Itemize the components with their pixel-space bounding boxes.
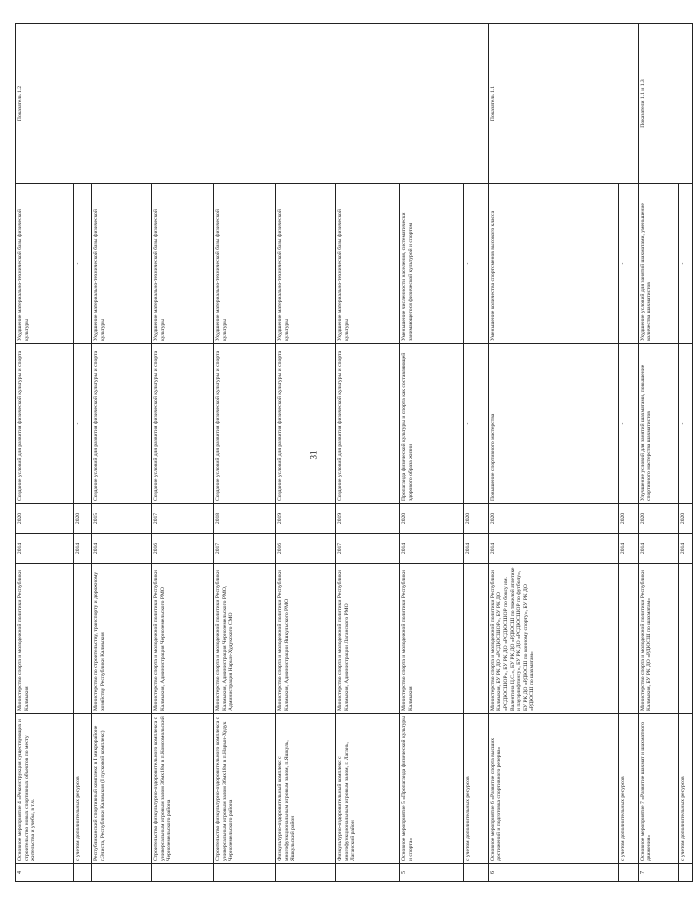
- indicator-cell: Показатель 1.1: [488, 24, 638, 184]
- start-year-cell: 2017: [214, 534, 276, 564]
- indicator-cell: Показатель 1.2: [16, 24, 489, 184]
- executor-cell: Министерство спорта и молодежной политики Республики Калмыкия, БУ РК ДО «РСДЮСШОР», БУ РК ДО «РСДЮСШОР», БУ РК ДО «РСДЮСШОР по боксу им. Валентина Ц.С.», БУ РК ДО «РДЮСШ по тяжелой атлетике и пауэрлифтингу», БУ РК ДО «РСДЮСШОР по футболу», БУ РК ДО «РДЮСШ по конному спорту», БУ РК ДО «РДЮСШ по шахматам»: [488, 564, 618, 714]
- row-number-cell: [214, 864, 276, 882]
- consequence-cell: Уменьшение численности населения, систематически занимающегося физической культурой и спортом: [400, 184, 464, 344]
- event-name-cell: Республиканский спортивный комплекс в I микрорайоне г.Элиста, Республики Калмыкия (I пусковой комплекс): [92, 714, 152, 864]
- consequence-cell: Ухудшение материально-технической базы физической культуры: [214, 184, 276, 344]
- row-number-cell: [464, 864, 489, 882]
- executor-cell: Министерство по строительству, транспорту и дорожному хозяйству Республики Калмыкия: [92, 564, 152, 714]
- executor-cell: Министерство спорта и молодежной политики Республики Калмыкия, БУ РК ДО «РДЮСШ по шахматам»: [638, 564, 678, 714]
- start-year-cell: 2014: [74, 534, 92, 564]
- expected-result-cell: Создание условий для развития физической культуры и спорта: [92, 344, 152, 504]
- consequence-cell: Ухудшение условий для занятий шахматами, уменьшение количества шахматистов: [638, 184, 678, 344]
- end-year-cell: 2020: [618, 504, 638, 534]
- start-year-cell: 2016: [276, 534, 336, 564]
- event-name-cell: Основное мероприятие 5 «Пропаганда физической культуры и спорта»: [400, 714, 464, 864]
- expected-result-cell: -: [678, 344, 692, 504]
- consequence-cell: Ухудшение материально-технической базы физической культуры: [276, 184, 336, 344]
- event-name-cell: Строительство физкультурно-оздоровительного комплекса с универсальным игровым залом 36мх18м в п.Нарын-Худук Черноземельского района: [214, 714, 276, 864]
- indicator-cell: Показатели 1.1 и 1.3: [638, 24, 692, 184]
- row-number-cell: 7: [638, 864, 678, 882]
- end-year-cell: 2020: [488, 504, 618, 534]
- row-number-cell: 5: [400, 864, 464, 882]
- expected-result-cell: Создание условий для развития физической культуры и спорта: [336, 344, 400, 504]
- table-row: [16, 24, 74, 882]
- consequence-cell: Ухудшение материально-технической базы физической культуры: [336, 184, 400, 344]
- start-year-cell: 2014: [638, 534, 678, 564]
- executor-cell: [618, 564, 638, 714]
- consequence-cell: Уменьшение количества спортсменов высокого класса: [488, 184, 618, 344]
- expected-result-cell: Создание условий для развития физической культуры и спорта: [16, 344, 74, 504]
- start-year-cell: 2014: [92, 534, 152, 564]
- executor-cell: Министерство спорта и молодежной политики Республики Калмыкия: [400, 564, 464, 714]
- expected-result-cell: Повышение спортивного мастерства: [488, 344, 618, 504]
- consequence-cell: -: [464, 184, 489, 344]
- executor-cell: Министерство спорта и молодежной политики Республики Калмыкия: [16, 564, 74, 714]
- row-number-cell: 4: [16, 864, 74, 882]
- event-name-cell: с учетом дополнительных ресурсов: [678, 714, 692, 864]
- end-year-cell: 2020: [74, 504, 92, 534]
- start-year-cell: 2014: [16, 534, 74, 564]
- executor-cell: Министерство спорта и молодежной политики Республики Калмыкия, Администрации Яшкульского РМО: [276, 564, 336, 714]
- program-events-table: [15, 23, 693, 882]
- row-number-cell: 6: [488, 864, 618, 882]
- row-number-cell: [152, 864, 214, 882]
- start-year-cell: 2017: [336, 534, 400, 564]
- expected-result-cell: -: [618, 344, 638, 504]
- executor-cell: [678, 564, 692, 714]
- expected-result-cell: Пропаганда физической культуры и спорта как составляющей здорового образа жизни: [400, 344, 464, 504]
- expected-result-cell: Улучшение условий для занятий шахматами, повышение спортивного мастерства шахматистов: [638, 344, 678, 504]
- rotated-table-sheet: [15, 24, 686, 882]
- expected-result-cell: -: [464, 344, 489, 504]
- event-name-cell: с учетом дополнительных ресурсов: [74, 714, 92, 864]
- consequence-cell: Ухудшение материально-технической базы физической культуры: [16, 184, 74, 344]
- end-year-cell: 2020: [678, 504, 692, 534]
- consequence-cell: -: [74, 184, 92, 344]
- executor-cell: Министерство спорта и молодежной политики Республики Калмыкия, Администрация Черноземельского РМО, Администрация Нарын-Худукского СМО: [214, 564, 276, 714]
- consequence-cell: Ухудшение материально-технической базы физической культуры: [92, 184, 152, 344]
- start-year-cell: 2014: [678, 534, 692, 564]
- executor-cell: [464, 564, 489, 714]
- expected-result-cell: Создание условий для развития физической культуры и спорта: [276, 344, 336, 504]
- end-year-cell: 2020: [638, 504, 678, 534]
- consequence-cell: -: [678, 184, 692, 344]
- page-number: 31: [308, 450, 319, 460]
- table-row: [638, 24, 678, 882]
- end-year-cell: 2015: [92, 504, 152, 534]
- executor-cell: Министерство спорта и молодежной политики Республики Калмыкия, Администрация Черноземельского РМО: [152, 564, 214, 714]
- row-number-cell: [74, 864, 92, 882]
- event-name-cell: Основное мероприятие 4 «Реконструкция существующих и строительство новых спортивных объектов по месту жительства и учебы, в т.ч.: [16, 714, 74, 864]
- row-number-cell: [276, 864, 336, 882]
- end-year-cell: 2018: [214, 504, 276, 534]
- event-name-cell: Физкультурно-оздоровительный комплекс с многофункциональным игровым залом, г. Лагань, Лаганский район: [336, 714, 400, 864]
- table-row: [488, 24, 618, 882]
- end-year-cell: 2017: [152, 504, 214, 534]
- event-name-cell: Основное мероприятие 6 «Развитие спорта высших достижений и подготовка спортивного резерва»: [488, 714, 618, 864]
- end-year-cell: 2020: [16, 504, 74, 534]
- event-name-cell: Строительство физкультурно-оздоровительного комплекса с универсальным игровым залом 36мх18м в п.Комсомольский Черноземельского района: [152, 714, 214, 864]
- event-name-cell: с учетом дополнительных ресурсов: [464, 714, 489, 864]
- expected-result-cell: Создание условий для развития физической культуры и спорта: [152, 344, 214, 504]
- expected-result-cell: Создание условий для развития физической культуры и спорта: [214, 344, 276, 504]
- start-year-cell: 2014: [488, 534, 618, 564]
- row-number-cell: [92, 864, 152, 882]
- end-year-cell: 2019: [276, 504, 336, 534]
- end-year-cell: 2019: [336, 504, 400, 534]
- row-number-cell: [678, 864, 692, 882]
- start-year-cell: 2014: [400, 534, 464, 564]
- end-year-cell: 2020: [400, 504, 464, 534]
- event-name-cell: с учетом дополнительных ресурсов: [618, 714, 638, 864]
- start-year-cell: 2016: [152, 534, 214, 564]
- expected-result-cell: -: [74, 344, 92, 504]
- event-name-cell: Основное мероприятие 7 «Развитие шахмат и шахматного движения»: [638, 714, 678, 864]
- executor-cell: [74, 564, 92, 714]
- consequence-cell: -: [618, 184, 638, 344]
- event-name-cell: Физкультурно-оздоровительный комплекс с многофункциональным игровым залом, п.Яшкуль, Яшкульский район: [276, 714, 336, 864]
- executor-cell: Министерство спорта и молодежной политики Республики Калмыкия, Администрации Лаганского РМО: [336, 564, 400, 714]
- start-year-cell: 2014: [464, 534, 489, 564]
- start-year-cell: 2014: [618, 534, 638, 564]
- row-number-cell: [618, 864, 638, 882]
- row-number-cell: [336, 864, 400, 882]
- consequence-cell: Ухудшение материально-технической базы физической культуры: [152, 184, 214, 344]
- end-year-cell: 2020: [464, 504, 489, 534]
